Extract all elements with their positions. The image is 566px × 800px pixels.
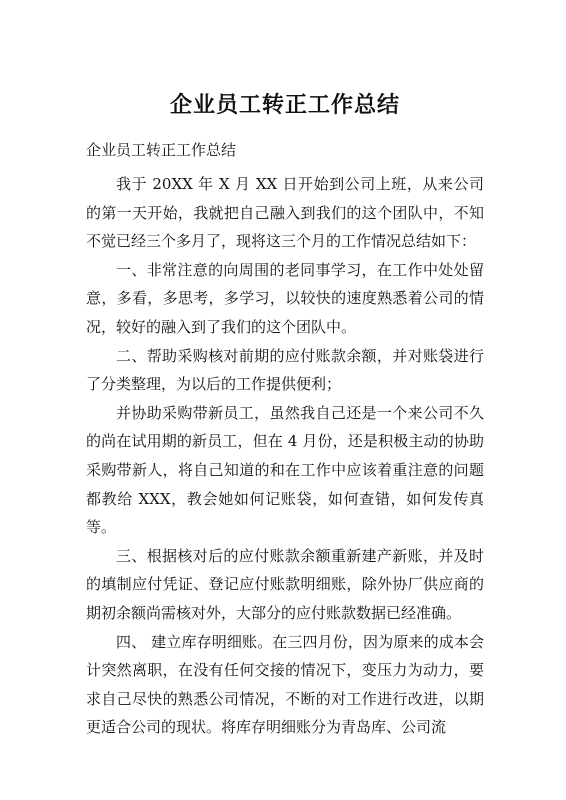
document-title: 企业员工转正工作总结 xyxy=(169,92,400,118)
paragraph-item-3: 三、根据核对后的应付账款余额重新建产新账，并及时的填制应付凭证、登记应付账款明细账，除外协厂供应商的期初余额尚需核对外，大部分的应付账款数据已经准确。 xyxy=(86,546,484,622)
paragraph-item-2: 二、帮助采购核对前期的应付账款余额，并对账袋进行了分类整理，为以后的工作提供便利； xyxy=(86,346,484,394)
paragraph-item-4: 四、 建立库存明细账。在三四月份，因为原来的成本会计突然离职，在没有任何交接的情况下，变压力为动力，要求自己尽快的熟悉公司情况，不断的对工作进行改进，以期更适合公司的现状。将库存明细账分为青岛库、公司流 xyxy=(86,632,484,737)
paragraph-item-1: 一、非常注意的向周围的老同事学习，在工作中处处留意，多看，多思考，多学习，以较快的速度熟悉着公司的情况，较好的融入到了我们的这个团队中。 xyxy=(86,260,484,336)
paragraph-intro: 我于 20XX 年 X 月 XX 日开始到公司上班，从来公司的第一天开始，我就把自己融入到我们的这个团队中，不知不觉已经三个多月了，现将这三个月的工作情况总结如下： xyxy=(86,175,484,251)
paragraph-item-2-continued: 并协助采购带新员工，虽然我自己还是一个来公司不久的尚在试用期的新员工，但在 4 月份，还是积极主动的协助采购带新人，将自己知道的和在工作中应该着重注意的问题都教给 XXX，教会她如何记账袋，如何查错，如何发传真等。 xyxy=(86,403,484,537)
document-subtitle: 企业员工转正工作总结 xyxy=(86,141,237,159)
